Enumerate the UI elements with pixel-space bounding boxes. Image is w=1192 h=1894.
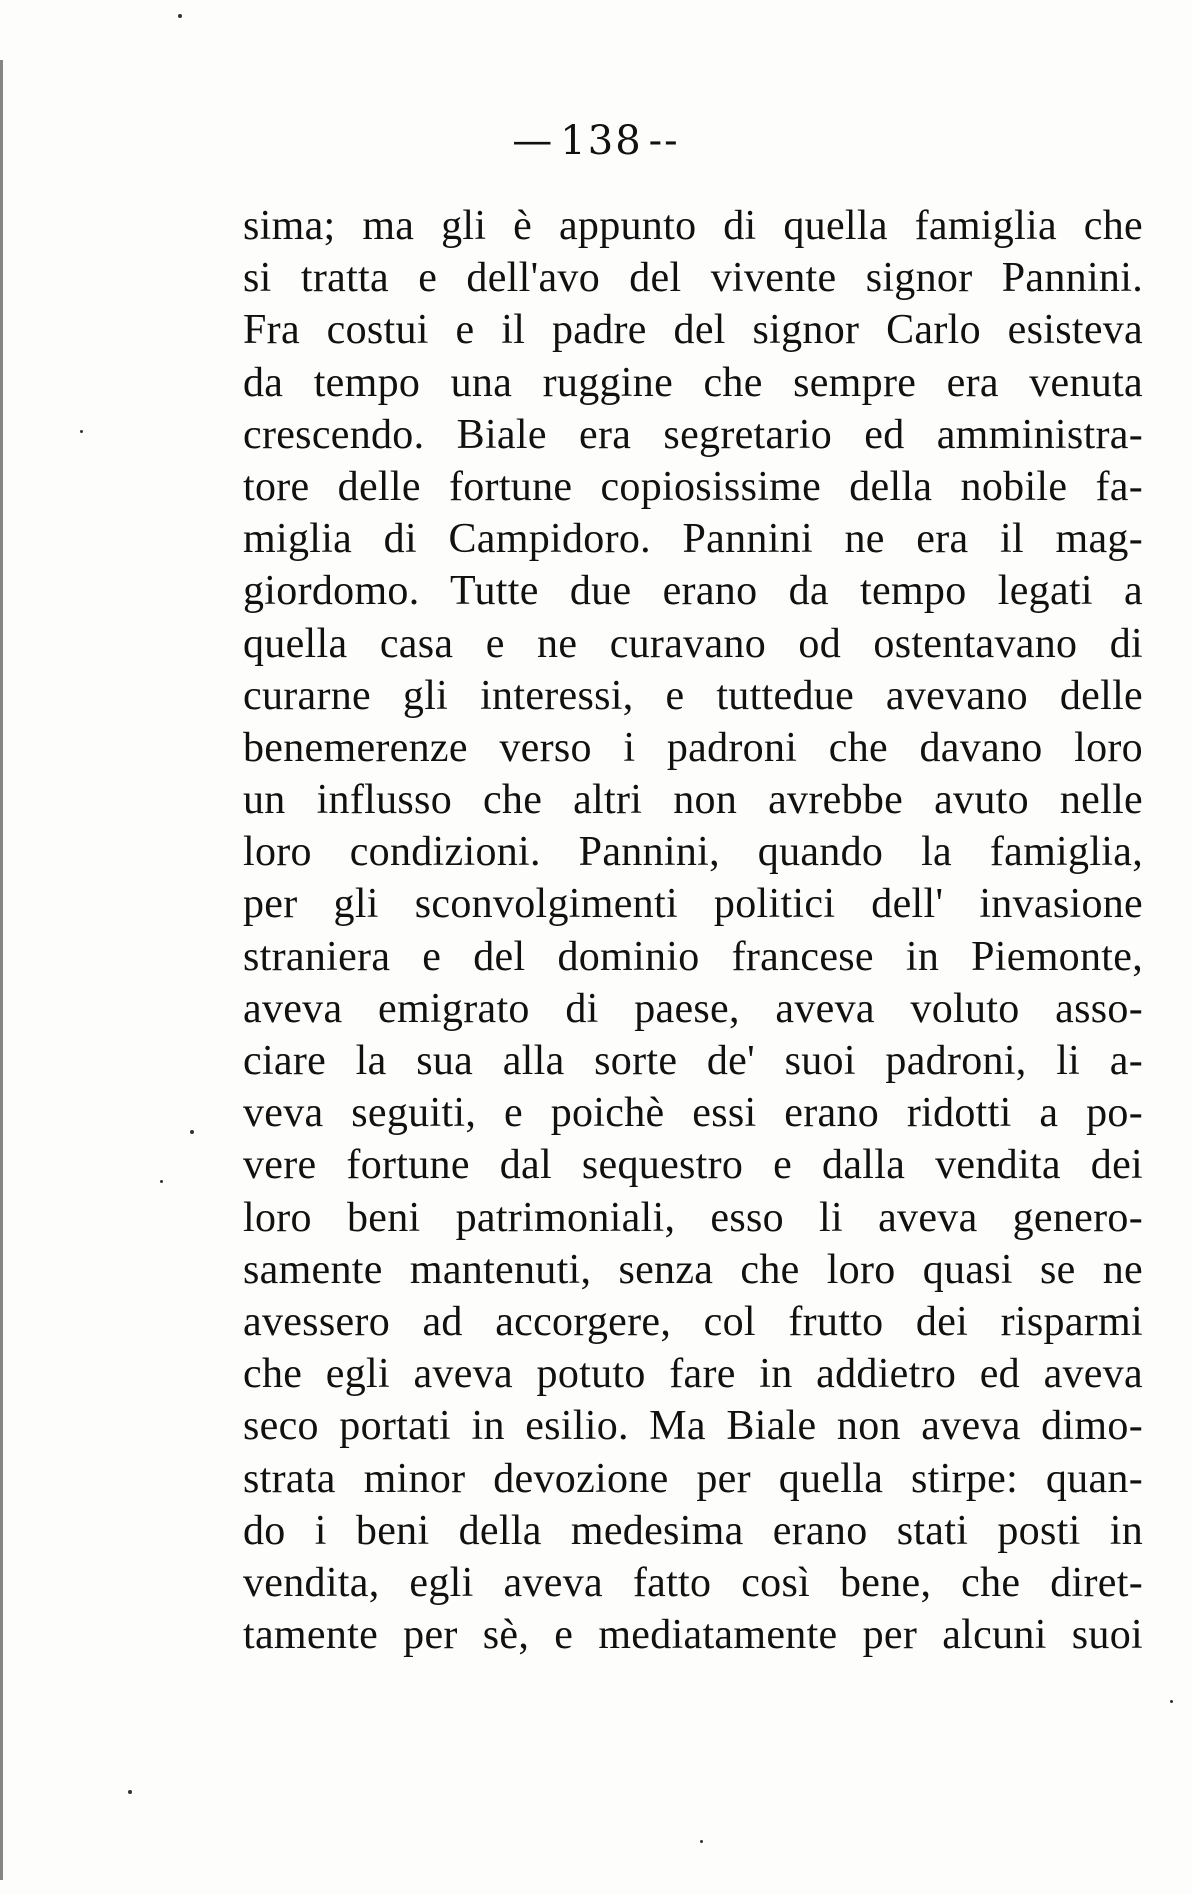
scan-speck	[160, 1180, 163, 1183]
text-line: strata minor devozione per quella stirpe: quan-	[243, 1455, 1143, 1502]
text-line: loro beni patrimoniali, esso li aveva genero-	[243, 1194, 1143, 1241]
text-line: un influsso che altri non avrebbe avuto nelle	[243, 777, 1143, 824]
text-line: straniera e del dominio francese in Piemonte,	[243, 933, 1143, 980]
scan-speck	[178, 14, 182, 18]
text-line: miglia di Campidoro. Pannini ne era il mag-	[243, 516, 1143, 563]
scan-speck	[80, 430, 83, 433]
text-line: do i beni della medesima erano stati posti in	[243, 1507, 1143, 1554]
scan-speck	[190, 1130, 194, 1134]
scan-speck	[1170, 1700, 1173, 1703]
header-dash-left: —	[512, 118, 555, 164]
text-line: da tempo una ruggine che sempre era venuta	[243, 359, 1143, 406]
text-line: crescendo. Biale era segretario ed amministra-	[243, 411, 1143, 458]
text-line: tamente per sè, e mediatamente per alcuni suoi	[243, 1612, 1143, 1659]
text-line: seco portati in esilio. Ma Biale non aveva dimo-	[243, 1403, 1143, 1450]
text-line: che egli aveva potuto fare in addietro ed aveva	[243, 1351, 1143, 1398]
text-line: per gli sconvolgimenti politici dell' invasione	[243, 881, 1143, 928]
text-line: veva seguiti, e poichè essi erano ridotti a po-	[243, 1090, 1143, 1137]
text-line: samente mantenuti, senza che loro quasi se ne	[243, 1246, 1143, 1293]
page-header	[0, 118, 1192, 164]
text-line: si tratta e dell'avo del vivente signor Pannini.	[243, 255, 1143, 302]
body-text	[243, 200, 1143, 1661]
text-line: benemerenze verso i padroni che davano loro	[243, 724, 1143, 771]
text-line: giordomo. Tutte due erano da tempo legati a	[243, 568, 1143, 615]
text-line: vendita, egli aveva fatto così bene, che diret-	[243, 1559, 1143, 1606]
scan-speck	[128, 1790, 132, 1794]
page-binding-edge	[0, 60, 17, 1880]
page-number: 138	[560, 118, 643, 164]
text-line: curarne gli interessi, e tuttedue avevano delle	[243, 672, 1143, 719]
text-line: sima; ma gli è appunto di quella famiglia che	[243, 203, 1143, 249]
text-line: vere fortune dal sequestro e dalla vendita dei	[243, 1142, 1143, 1189]
text-line: ciare la sua alla sorte de' suoi padroni, li a-	[243, 1038, 1143, 1084]
text-line: tore delle fortune copiosissime della nobile fa-	[243, 463, 1143, 510]
header-dash-right: --	[648, 118, 680, 164]
text-line: quella casa e ne curavano od ostentavano di	[243, 620, 1143, 667]
text-line: aveva emigrato di paese, aveva voluto asso-	[243, 985, 1143, 1032]
text-line: Fra costui e il padre del signor Carlo esisteva	[243, 307, 1143, 354]
text-line: avessero ad accorgere, col frutto dei risparmi	[243, 1298, 1143, 1345]
scan-speck	[700, 1840, 703, 1843]
text-line: loro condizioni. Pannini, quando la famiglia,	[243, 829, 1143, 876]
